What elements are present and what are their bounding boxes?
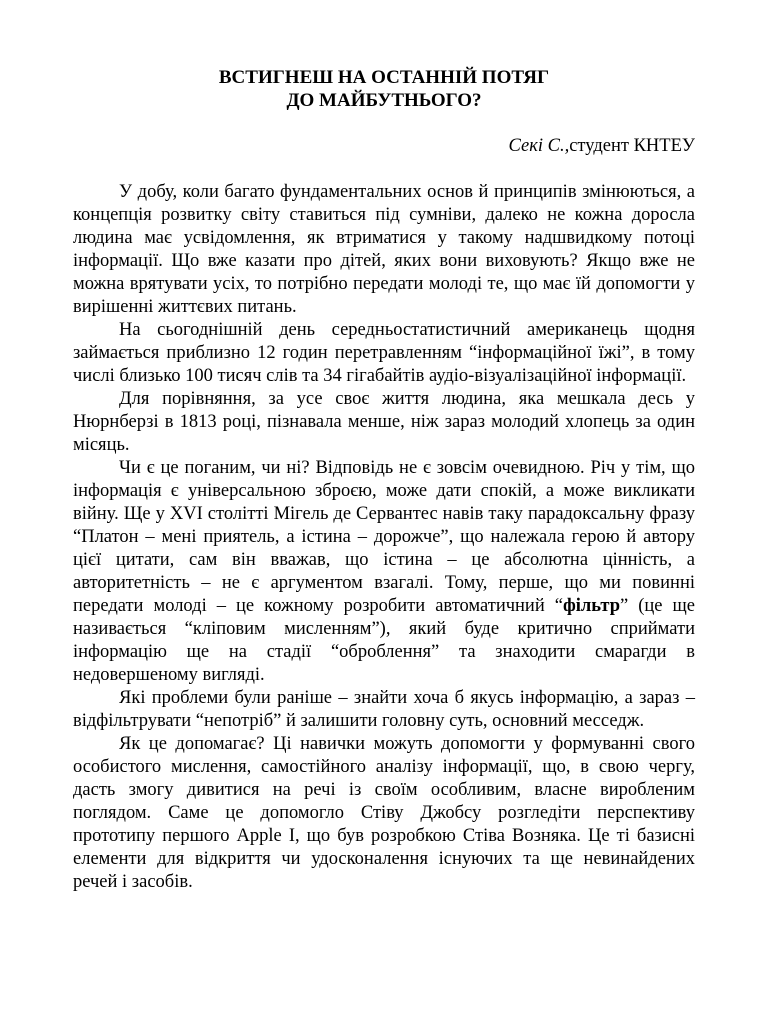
paragraph-6: Як це допомагає? Ці навички можуть допомогти у формуванні свого особистого мислення, самостійного аналізу інформації, що, в свою чергу, дасть змогу дивитися на речі із своїм особливим, власне виробленим поглядом. Саме це допомогло Стіву Джобсу розгледіти перспективу прототипу першого Apple I, що був розробкою Стіва Возняка. Це ті базисні елементи для відкриття чи удосконалення існуючих та ще невинайдених речей і засобів. [73, 734, 695, 892]
paragraph-3: Для порівняння, за усе своє життя людина, яка мешкала десь у Нюрнберзі в 1813 році, пізнавала менше, ніж зараз молодий хлопець за один місяць. [73, 389, 695, 455]
author-affiliation: студент КНТЕУ [569, 136, 695, 156]
title-line-1: ВСТИГНЕШ НА ОСТАННІЙ ПОТЯГ [218, 67, 550, 88]
paragraph-4-text-a: Чи є це поганим, чи ні? Відповідь не є зовсім очевидною. Річ у тім, що інформація є універсальною зброєю, може дати спокій, а може викликати війну. Ще у XVI столітті Мігель де Сервантес навів таку парадоксальну фразу “Платон – мені приятель, а істина – дорожче”, що належала герою й автору цієї цитати, сам він вважав, що істина – це абсолютна цінність, а авторитетність – не є аргументом взагалі. Тому, перше, що ми повинні передати молоді – це кожному розробити автоматичний “ [73, 458, 695, 616]
article-title [73, 66, 695, 112]
paragraph-4-text-b: ” (це ще називається “кліповим мисленням”), який буде критично сприймати інформацію ще на стадії “оброблення” та знаходити смарагди в недовершеному вигляді. [73, 596, 695, 685]
title-line-2: ДО МАЙБУТНЬОГО? [286, 90, 482, 111]
paragraph-4-bold-term: фільтр [562, 596, 620, 616]
paragraph-4 [73, 457, 695, 687]
paragraph-2: На сьогоднішній день середньостатистичний американець щодня займається приблизно 12 годин перетравленням “інформаційної їжі”, в тому числі близько 100 тисяч слів та 34 гігабайтів аудіо-візуалізаційної інформації. [73, 320, 695, 386]
author-name: Секі С., [508, 136, 570, 156]
author-byline [73, 135, 695, 158]
paragraph-5: Які проблеми були раніше – знайти хоча б якусь інформацію, а зараз – відфільтрувати “непотріб” й залишити головну суть, основний месседж. [73, 688, 695, 731]
paragraph-1: У добу, коли багато фундаментальних основ й принципів змінюються, а концепція розвитку світу ставиться під сумніви, далеко не кожна доросла людина має усвідомлення, як втриматися у такому надшвидкому потоці інформації. Що вже казати про дітей, яких вони виховують? Якщо вже не можна врятувати усіх, то потрібно передати молоді те, що має їй допомогти у вирішенні життєвих питань. [73, 182, 695, 317]
